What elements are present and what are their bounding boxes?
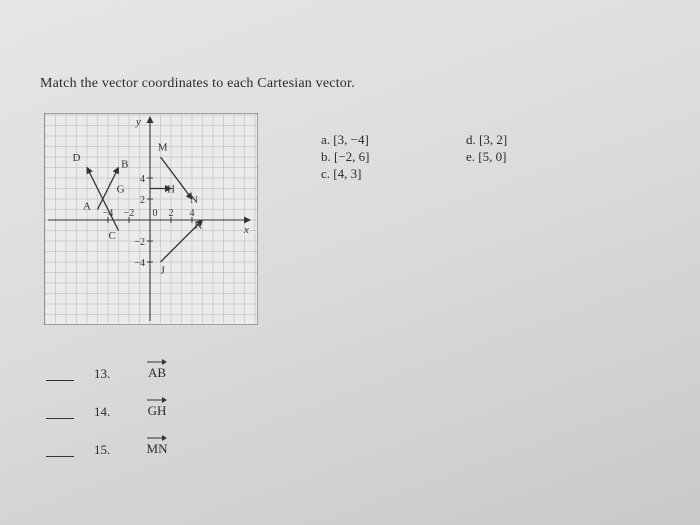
point-label-g: G [116, 183, 125, 196]
question-number: 13. [94, 366, 111, 381]
x-tick-label: −2 [123, 208, 135, 219]
cartesian-grid [44, 113, 258, 325]
vector-label: MN [146, 441, 168, 456]
answer-blank[interactable] [46, 418, 74, 419]
vector-label: AB [147, 365, 167, 380]
x-axis-label: x [244, 224, 249, 236]
y-tick-label: −2 [134, 237, 145, 248]
instruction-text: Match the vector coordinates to each Cartesian vector. [40, 76, 355, 91]
answer-choice-b: b. [−2, 6] [321, 149, 370, 164]
vector-notation [146, 358, 168, 380]
vector-notation [146, 396, 168, 418]
x-tick-label: 4 [189, 208, 195, 219]
point-label-a: A [83, 200, 91, 213]
y-tick-label: −4 [134, 258, 145, 269]
y-axis-label: y [136, 116, 141, 128]
question-number: 15. [94, 442, 111, 457]
x-tick-label: −4 [102, 208, 114, 219]
answer-blank[interactable] [46, 456, 74, 457]
answer-choices-right [466, 131, 507, 165]
answer-choice-a: a. [3, −4] [321, 132, 369, 147]
answer-choice-e: e. [5, 0] [466, 149, 507, 164]
point-label-k: K [194, 219, 203, 232]
point-label-c: C [108, 229, 116, 242]
y-tick-label: 2 [140, 195, 145, 206]
x-tick-label: 0 [152, 208, 158, 219]
point-label-n: N [190, 194, 199, 207]
answer-choice-d: d. [3, 2] [466, 132, 508, 147]
answer-choices-left [321, 131, 370, 182]
answer-blank[interactable] [46, 380, 74, 381]
point-label-b: B [121, 158, 129, 171]
vector-label: GH [147, 403, 167, 418]
vector-notation [146, 434, 168, 456]
question-number: 14. [94, 404, 111, 419]
x-tick-label: 2 [168, 208, 174, 219]
point-label-d: D [72, 152, 81, 165]
point-label-h: H [167, 183, 175, 196]
y-tick-label: 4 [140, 174, 145, 185]
point-label-j: J [160, 264, 165, 277]
answer-choice-c: c. [4, 3] [321, 166, 362, 181]
point-label-m: M [157, 141, 168, 154]
